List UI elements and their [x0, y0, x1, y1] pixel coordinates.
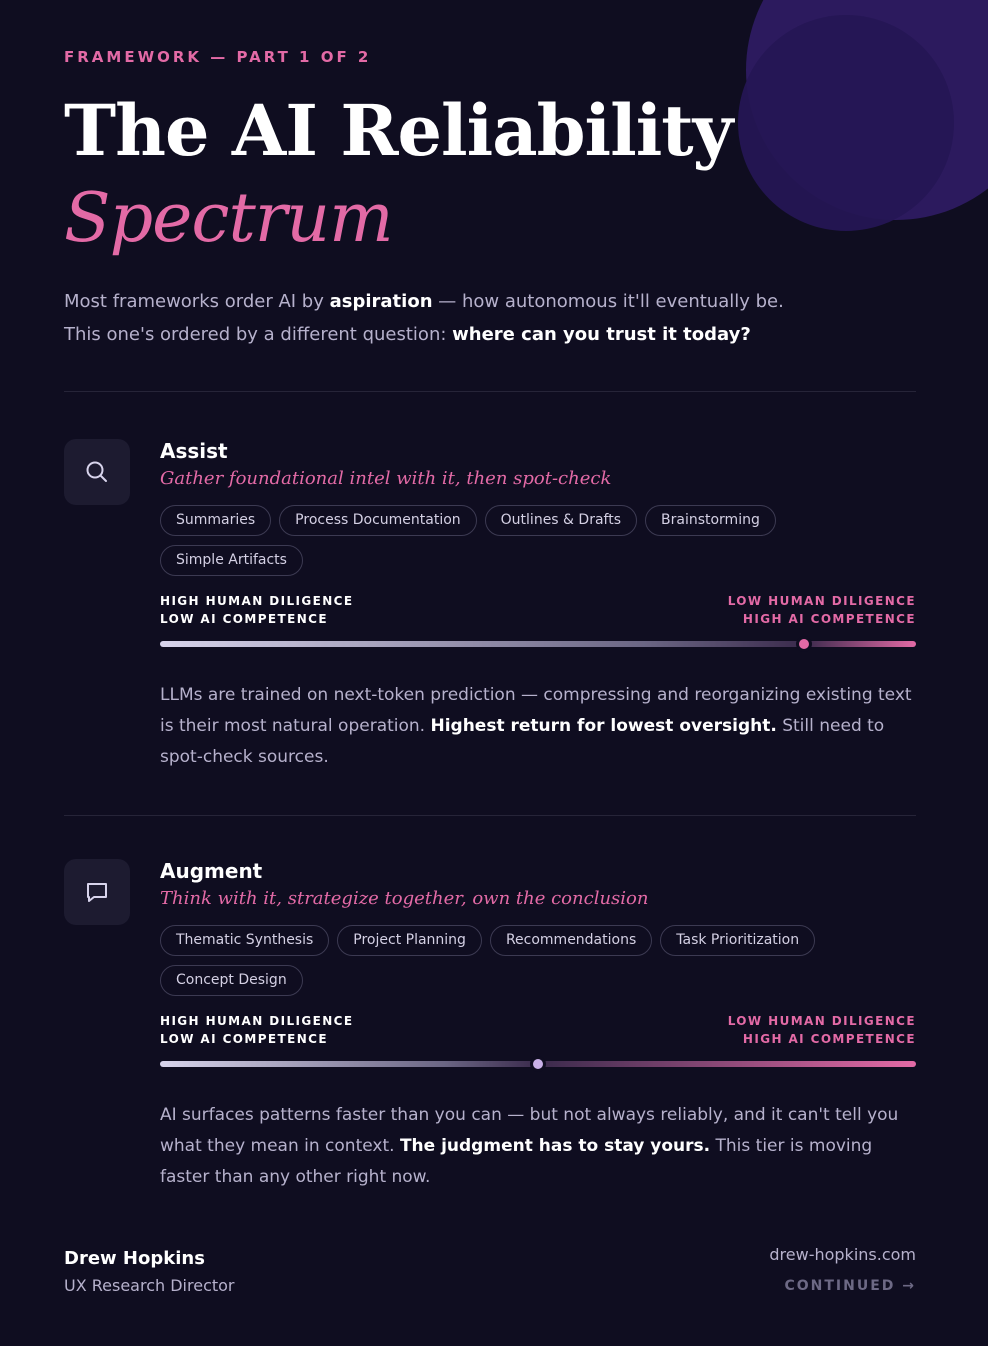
scale-thumb	[530, 1056, 546, 1072]
tier-tagline: Think with it, strategize together, own the conclusion	[160, 888, 649, 909]
divider	[64, 391, 916, 392]
desc-text-1: LLMs are trained on next-token prediction — compressing and reorganizing existing text is their most natural operation.	[160, 685, 912, 736]
chip: Recommendations	[490, 925, 652, 956]
continued-label: CONTINUED →	[784, 1278, 916, 1294]
desc-text-1: AI surfaces patterns faster than you can — but not always reliably, and it can't tell you what they mean in context.	[160, 1105, 899, 1156]
desc-text-2: This tier is moving faster than any other right now.	[160, 1136, 873, 1187]
scale-right-line-1: LOW HUMAN DILIGENCE	[727, 1014, 916, 1028]
scale-left-line-2: LOW AI COMPETENCE	[160, 612, 328, 626]
scale-right-label	[728, 592, 916, 628]
scale-right-label	[728, 1012, 916, 1048]
intro-text-1: Most frameworks order AI by	[64, 291, 330, 312]
tier-description	[160, 680, 916, 773]
scale-left-line-1: HIGH HUMAN DILIGENCE	[160, 1014, 354, 1028]
chip: Project Planning	[337, 925, 482, 956]
site-link[interactable]: drew-hopkins.com	[769, 1245, 916, 1264]
chip: Thematic Synthesis	[160, 925, 329, 956]
chip: Task Prioritization	[660, 925, 815, 956]
intro-bold-2: where can you trust it today?	[452, 324, 751, 345]
divider	[64, 815, 916, 816]
scale-right-line-2: HIGH AI COMPETENCE	[742, 612, 916, 626]
chip: Brainstorming	[645, 505, 776, 536]
tier-name: Augment	[160, 859, 263, 883]
reliability-scale	[160, 592, 916, 662]
author-name: Drew Hopkins	[64, 1248, 205, 1269]
chip: Process Documentation	[279, 505, 476, 536]
eyebrow-label: FRAMEWORK — PART 1 OF 2	[64, 48, 372, 66]
author-role: UX Research Director	[64, 1276, 235, 1295]
intro-paragraph	[64, 285, 824, 351]
scale-right-line-2: HIGH AI COMPETENCE	[742, 1032, 916, 1046]
page-title-accent: Spectrum	[64, 179, 393, 258]
scale-thumb	[796, 636, 812, 652]
tier-tagline: Gather foundational intel with it, then spot-check	[160, 468, 612, 489]
scale-left-label	[160, 1012, 353, 1048]
page-title: The AI Reliability	[64, 89, 733, 172]
decorative-circle-small	[738, 15, 954, 231]
chip-list	[160, 925, 860, 996]
chip: Summaries	[160, 505, 271, 536]
chip-list	[160, 505, 860, 576]
scale-left-line-2: LOW AI COMPETENCE	[160, 1032, 328, 1046]
tier-description	[160, 1100, 916, 1193]
reliability-scale	[160, 1012, 916, 1082]
intro-bold-1: aspiration	[329, 291, 433, 312]
chat-bubble-icon	[64, 859, 130, 925]
intro-text-2: — how autonomous it'll eventually be. This one's ordered by a different question:	[64, 291, 784, 345]
desc-bold: Highest return for lowest oversight.	[430, 716, 777, 736]
tier-name: Assist	[160, 439, 228, 463]
desc-bold: The judgment has to stay yours.	[399, 1136, 711, 1156]
desc-text-2: Still need to spot-check sources.	[160, 716, 885, 767]
scale-left-label	[160, 592, 353, 628]
chip: Simple Artifacts	[160, 545, 303, 576]
scale-right-line-1: LOW HUMAN DILIGENCE	[727, 594, 916, 608]
scale-left-line-1: HIGH HUMAN DILIGENCE	[160, 594, 354, 608]
chip: Outlines & Drafts	[485, 505, 637, 536]
chip: Concept Design	[160, 965, 303, 996]
search-icon	[64, 439, 130, 505]
